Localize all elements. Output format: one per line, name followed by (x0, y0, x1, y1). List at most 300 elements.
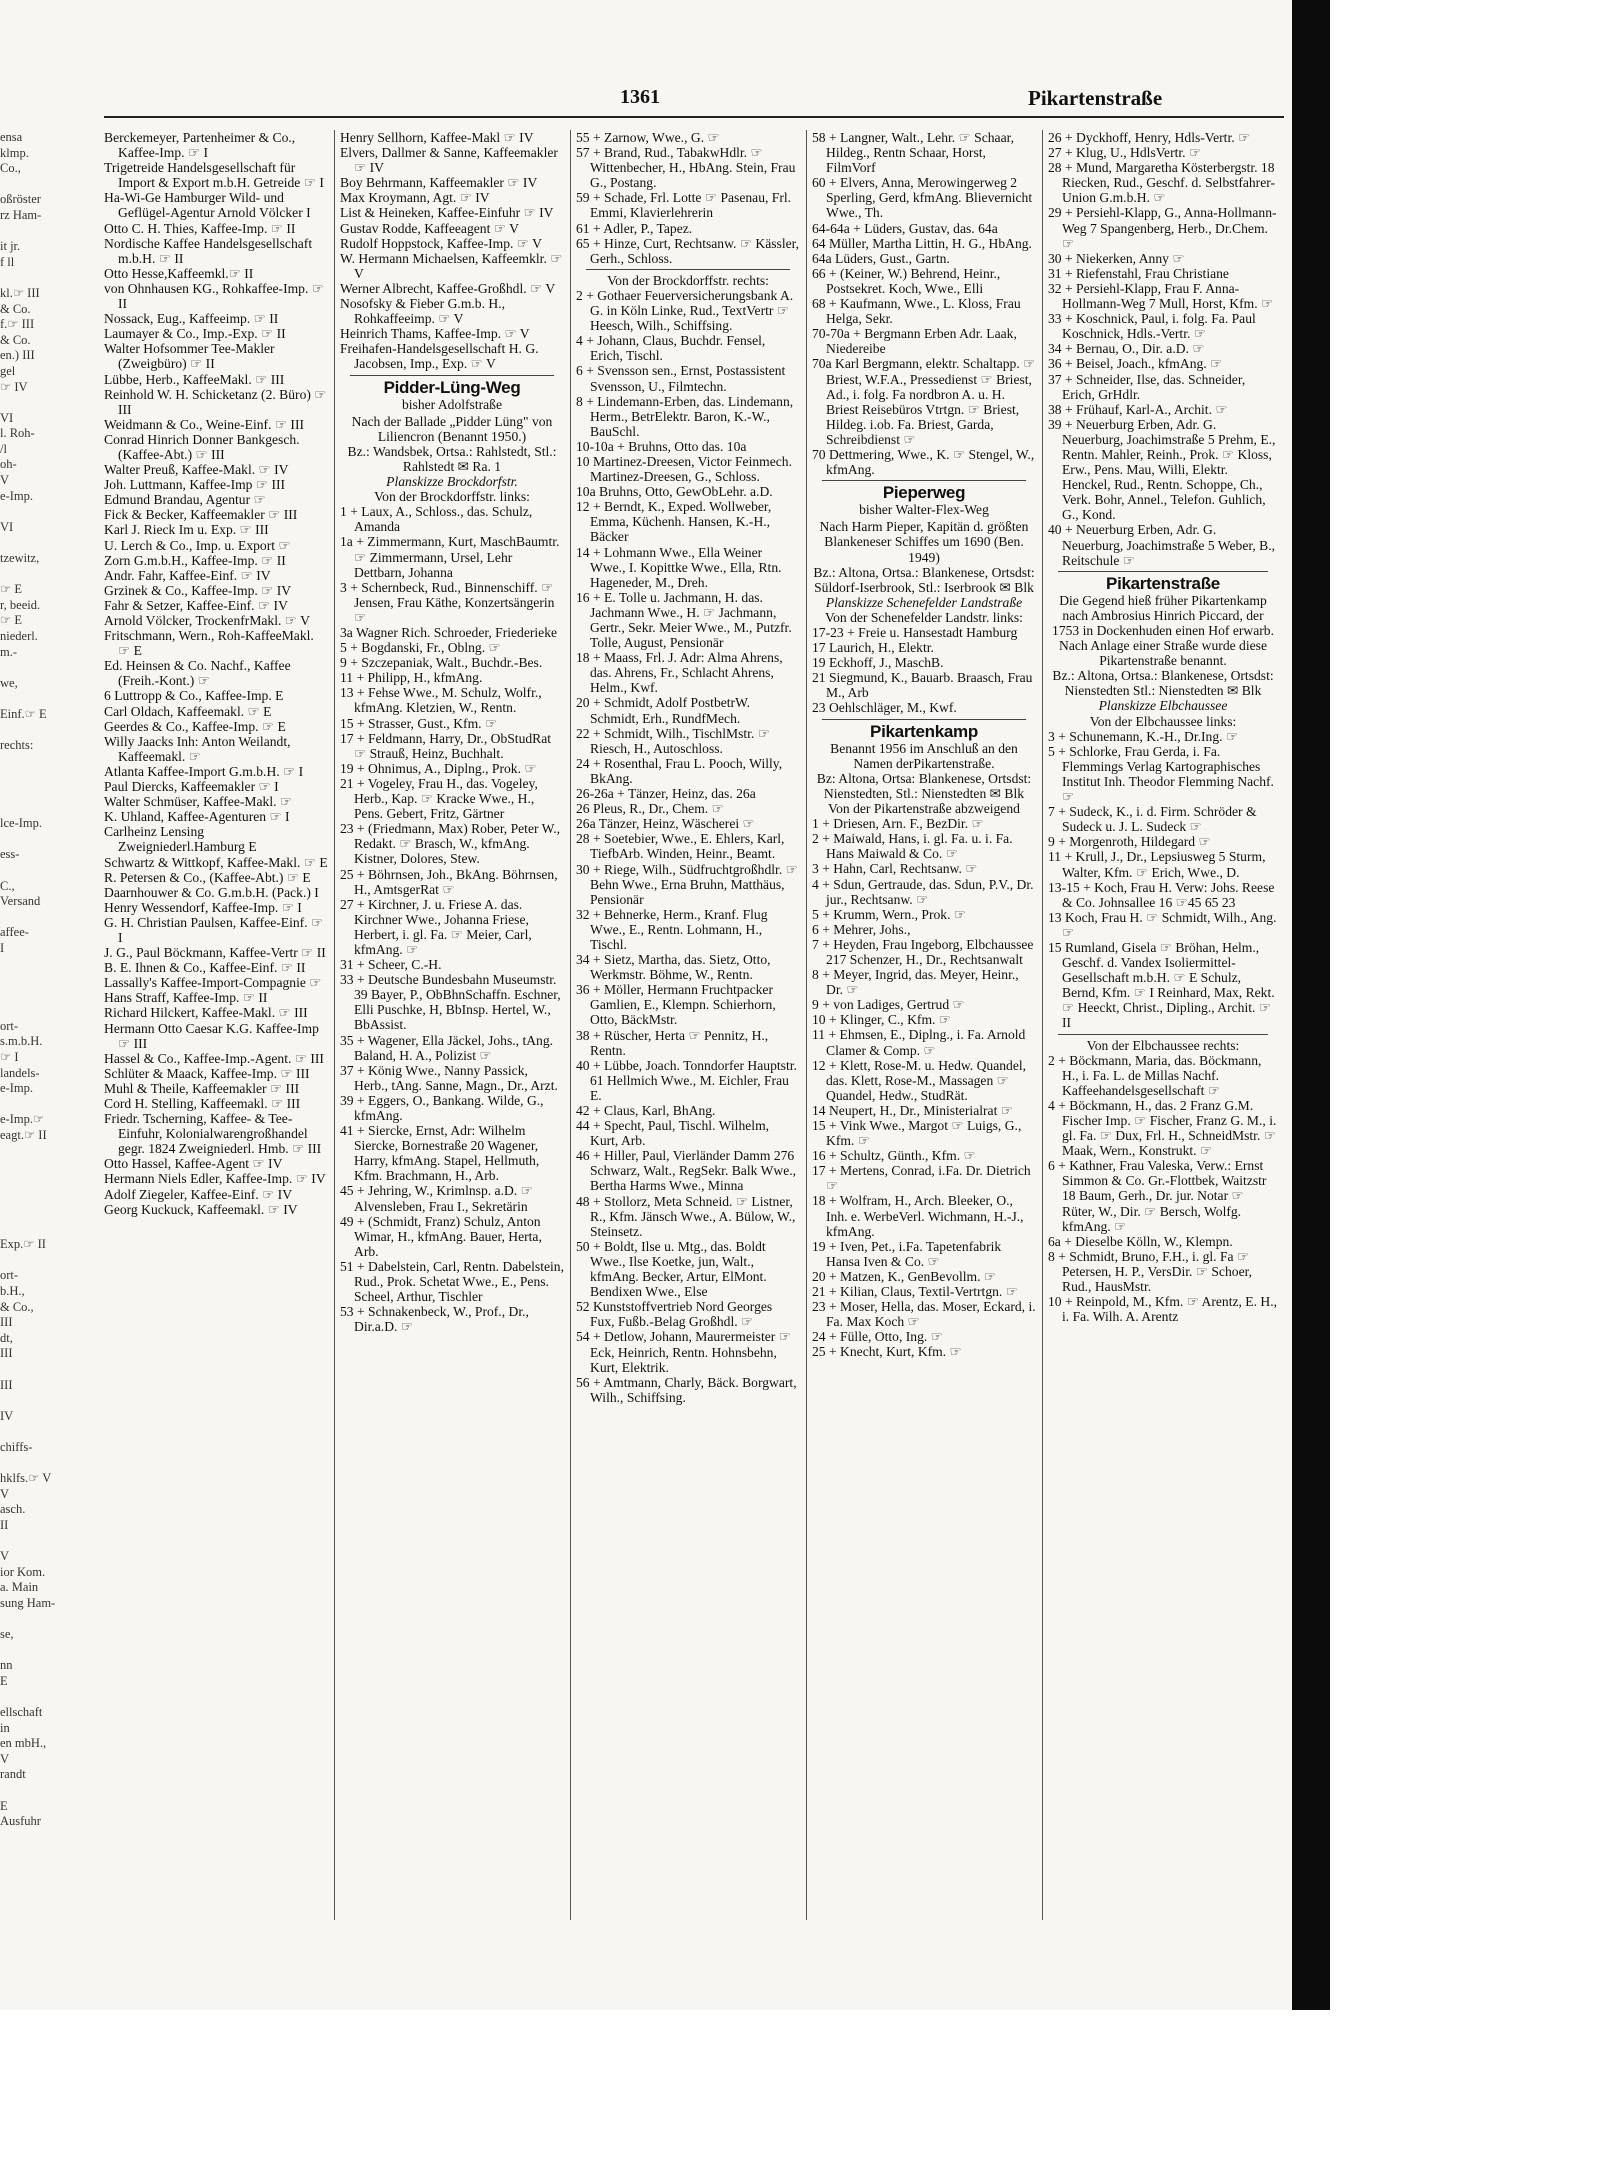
directory-entry: 29 + Persiehl-Klapp, G., Anna-Hollmann-Weg 7 Spangenberg, Herb., Dr.Chem. ☞ (1048, 205, 1277, 251)
directory-entry: 49 + (Schmidt, Franz) Schulz, Anton Wimar, H., kfmAng. Bauer, Herta, Arb. (340, 1213, 542, 1259)
street-heading: Pidder-Lüng-Weg (383, 377, 521, 397)
directory-entry: 3 + Schernbeck, Rud., Binnenschiff. ☞ Jensen, Frau Käthe, Konzertsängerin ☞ (340, 579, 555, 625)
directory-entry: 33 + Koschnick, Paul, i. folg. Fa. Paul Koschnick, Hdls.-Vertr. ☞ (1048, 311, 1256, 342)
directory-entry: 60 + Elvers, Anna, Merowingerweg 2 Sperling, Gerd, kfmAng. Blievernicht Wwe., Th. (812, 175, 1033, 221)
bleed-line (0, 660, 60, 676)
directory-entry: Otto C. H. Thies, Kaffee-Imp. ☞ II (104, 220, 296, 236)
street-note: Bz.: Altona, Ortsa.: Blankenese, Ortsdst: Süldorf-Iserbrook, Stl.: Iserbrook ✉ Blk (813, 564, 1035, 595)
column-4 (812, 130, 1036, 1930)
directory-entry: U. Lerch & Co., Imp. u. Export ☞ (104, 537, 291, 553)
directory-entry: 8 + Meyer, Ingrid, das. Meyer, Heinr., Dr. ☞ (812, 967, 1019, 998)
directory-entry: K. Uhland, Kaffee-Agenturen ☞ I (104, 809, 290, 825)
bleed-line (0, 1159, 60, 1175)
directory-entry: 33 + Deutsche Bundesbahn Museumstr. 39 Bayer, P., ObBhnSchaffn. Eschner, Elli Puschke, H, BbInsp. Hertel, W., BbAssist. (340, 972, 561, 1033)
street-note: Von der Brockdorffstr. rechts: (607, 272, 769, 288)
directory-entry: 26 + Dyckhoff, Henry, Hdls-Vertr. ☞ (1048, 130, 1251, 145)
directory-entry: 14 + Lohmann Wwe., Ella Weiner Wwe., I. Kopittke Wwe., Ella, Rtn. Hageneder, M., Dreh. (576, 544, 782, 590)
directory-entry: Max Kroymann, Agt. ☞ IV (340, 190, 490, 206)
directory-entry: 12 + Klett, Rose-M. u. Hedw. Quandel, das. Klett, Rose-M., Massagen ☞ Quandel, Hedw., StudRät. (812, 1057, 1027, 1103)
directory-entry: 2 + Gothaer Feuerversicherungsbank A. G. in Köln Linke, Rud., TextVertr ☞ Heesch, Wilh., Schiffsing. (576, 287, 794, 334)
bleed-line: e-Imp.☞ (0, 1112, 45, 1127)
directory-entry: Fritschmann, Wern., Roh-KaffeeMakl. ☞ E (104, 628, 314, 659)
page-number: 1361 (620, 86, 660, 108)
directory-entry: 38 + Frühauf, Karl-A., Archit. ☞ (1048, 401, 1228, 417)
directory-entry: Grzinek & Co., Kaffee-Imp. ☞ IV (104, 582, 292, 598)
bleed-line: I (0, 940, 5, 955)
bleed-line (0, 504, 60, 520)
directory-entry: 19 Eckhoff, J., MaschB. (812, 655, 944, 671)
section-divider (822, 719, 1026, 720)
directory-entry: 1 + Driesen, Arn. F., BezDir. ☞ (812, 816, 984, 832)
section-divider (350, 375, 554, 376)
bleed-line (0, 1424, 60, 1440)
bleed-line: E (0, 1798, 8, 1813)
bleed-line: V (0, 1486, 10, 1501)
directory-entry: Henry Sellhorn, Kaffee-Makl ☞ IV (340, 130, 534, 145)
bleed-line: gel (0, 363, 16, 378)
bleed-line: randt (0, 1767, 26, 1782)
directory-entry: 52 Kunststoffvertrieb Nord Georges Fux, Fußb.-Belag Großhdl. ☞ (576, 1299, 773, 1330)
bleed-line: ellschaft (0, 1704, 43, 1719)
directory-entry: 1 + Laux, A., Schloss., das. Schulz, Amanda (340, 504, 533, 535)
bleed-line: ☞ I (0, 1050, 19, 1065)
directory-entry: 64-64a + Lüders, Gustav, das. 64a (812, 220, 998, 236)
directory-entry: 1a + Zimmermann, Kurt, MaschBaumtr. ☞ Zimmermann, Ursel, Lehr Dettbarn, Johanna (340, 534, 560, 580)
directory-entry: Gustav Rodde, Kaffeeagent ☞ V (340, 220, 519, 236)
street-note: Von der Schenefelder Landstr. links: (825, 609, 1023, 625)
directory-entry: Hermann Otto Caesar K.G. Kaffee-Imp ☞ III (104, 1020, 319, 1051)
street-heading: Pikartenkamp (870, 721, 978, 741)
directory-entry: 28 + Soetebier, Wwe., E. Ehlers, Karl, TiefbArb. Winden, Heinr., Beamt. (576, 831, 785, 862)
directory-entry: Friedr. Tscherning, Kaffee- & Tee-Einfuhr, Kolonialwarengroßhandel gegr. 1824 Zweigniederl. Hmb. ☞ III (104, 1111, 322, 1157)
directory-entry: 17 + Mertens, Conrad, i.Fa. Dr. Dietrich ☞ (812, 1163, 1031, 1194)
directory-entry: 46 + Hiller, Paul, Vierländer Damm 276 Schwarz, Walt., RegSekr. Balk Wwe., Bertha Harms Wwe., Minna (576, 1148, 797, 1194)
street-heading: Pieperweg (882, 483, 966, 503)
directory-entry: Zorn G.m.b.H., Kaffee-Imp. ☞ II (104, 552, 286, 568)
bleed-line: en.) III (0, 348, 35, 363)
directory-entry: 6 + Kathner, Frau Valeska, Verw.: Ernst Simmon & Co. Gr.-Flottbek, Waitzstr 18 Baum, Gerh., Dr. jur. Notar ☞ Rüter, W., Dir. ☞ Bersch, Wolfg. kfmAng. ☞ (1048, 1158, 1267, 1234)
bleed-line: E (0, 1673, 8, 1688)
directory-entry: Lübbe, Herb., KaffeeMakl. ☞ III (104, 371, 285, 387)
bleed-line: dt, (0, 1330, 13, 1345)
directory-entry: G. H. Christian Paulsen, Kaffee-Einf. ☞ I (104, 914, 324, 945)
directory-entry: 3a Wagner Rich. Schroeder, Friederieke (340, 625, 558, 640)
directory-entry: 27 + Kirchner, J. u. Friese A. das. Kirchner Wwe., Johanna Friese, Herbert, i. gl. Fa. ☞ Meier, Carl, kfmAng. ☞ (340, 896, 532, 957)
bleed-line: III (0, 1377, 13, 1392)
column-divider (1042, 130, 1043, 1920)
directory-entry: 31 + Riefenstahl, Frau Christiane (1048, 265, 1229, 281)
directory-entry: 64 Müller, Martha Littin, H. G., HbAng. (812, 235, 1032, 251)
directory-entry: 31 + Scheer, C.-H. (340, 957, 442, 973)
bleed-line (0, 177, 60, 193)
bleed-line: II (0, 1517, 9, 1532)
directory-entry: 70-70a + Bergmann Erben Adr. Laak, Niedereibe (812, 326, 1017, 357)
directory-entry: 11 + Ehmsen, E., Diplng., i. Fa. Arnold Clamer & Comp. ☞ (812, 1027, 1026, 1058)
directory-entry: 7 + Heyden, Frau Ingeborg, Elbchaussee 217 Schenzer, H., Dr., Rechtsanwalt (812, 936, 1034, 967)
bleed-line: niederl. (0, 629, 38, 643)
bleed-line: a. Main (0, 1580, 39, 1595)
bleed-line: ensa (0, 130, 23, 144)
directory-entry: 6a + Dieselbe Kölln, W., Klempn. (1048, 1233, 1233, 1249)
bleed-line (0, 1222, 60, 1238)
directory-entry: 66 + (Keiner, W.) Behrend, Heinr., Postsekret. Koch, Wwe., Elli (812, 265, 1001, 296)
previous-page-edge-text (0, 130, 60, 1910)
bleed-line (0, 1206, 60, 1222)
bleed-line: & Co. (0, 332, 31, 347)
directory-entry: 6 + Svensson sen., Ernst, Postassistent Svensson, U., Filmtechn. (576, 363, 786, 394)
bleed-line: V (0, 473, 10, 488)
directory-entry: 70a Karl Bergmann, elektr. Schaltapp. ☞ Briest, W.F.A., Pressedienst ☞ Briest, Ad., i. folg. Fa nordbron A. u. H. Briest Reisebüros Vtrtgn. ☞ Briest, Hildeg. i.ob. Fa. Briest, Garda, Schreibdienst ☞ (812, 356, 1036, 447)
bleed-line: r, beeid. (0, 597, 41, 612)
directory-entry: Walter Hofsommer Tee-Makler (Zweigbüro) ☞ II (104, 341, 275, 372)
directory-entry: Schwartz & Wittkopf, Kaffee-Makl. ☞ E (104, 854, 328, 870)
directory-entry: Reinhold W. H. Schicketanz (2. Büro) ☞ III (104, 386, 327, 417)
directory-entry: 39 + Neuerburg Erben, Adr. G. Neuerburg, Joachimstraße 5 Prehm, E., Rentn. Mahler, Reinh., Prok. ☞ Kloss, Erw., Pens. Mau, Willi, Elektr. Henckel, Rud., Rentn. Schoppe, Ch., Verk. Bohr, Annel., Telefon. Guhlich, G., Kond. (1048, 416, 1276, 523)
directory-entry: Cord H. Stelling, Kaffeemakl. ☞ III (104, 1096, 301, 1111)
directory-entry: 4 + Böckmann, H., das. 2 Franz G.M. Fischer Imp. ☞ Fischer, Franz G. M., i. gl. Fa. ☞ Dux, Frl. H., SchneidMstr. ☞ Maak, Wern., Konstrukt. ☞ (1048, 1097, 1277, 1159)
directory-columns (104, 130, 1284, 1930)
bleed-line: ort- (0, 1018, 19, 1033)
bleed-line (0, 691, 60, 707)
directory-entry: von Ohnhausen KG., Rohkaffee-Imp. ☞ II (104, 280, 324, 312)
bleed-line (0, 972, 60, 988)
bleed-line (0, 567, 60, 583)
bleed-line: en mbH., (0, 1736, 47, 1751)
bleed-line (0, 535, 60, 551)
bleed-line: s.m.b.H. (0, 1034, 43, 1049)
street-note: Bz.: Altona, Ortsa.: Blankenese, Ortsdst: Nienstedten Stl.: Nienstedten ✉ Blk (1052, 668, 1274, 699)
directory-entry: 42 + Claus, Karl, BhAng. (576, 1103, 716, 1118)
directory-entry: 5 + Krumm, Wern., Prok. ☞ (812, 906, 967, 922)
bleed-line: Einf.☞ E (0, 706, 47, 721)
directory-entry: 30 + Niekerken, Anny ☞ (1048, 250, 1185, 266)
directory-entry: Otto Hesse,Kaffeemkl.☞ II (104, 265, 254, 281)
bleed-line (0, 1190, 60, 1206)
directory-entry: 50 + Boldt, Ilse u. Mtg., das. Boldt Wwe., Ilse Koetke, jun, Walt., kfmAng. Becker, Artur, ElMont. Bendixen Wwe., Else (576, 1238, 767, 1300)
directory-entry: 64a Lüders, Gust., Gartn. (812, 250, 950, 266)
directory-entry: 35 + Wagener, Ella Jäckel, Johs., tAng. Baland, H. A., Polizist ☞ (340, 1032, 554, 1063)
bleed-line: & Co. (0, 301, 31, 316)
bleed-line (0, 1455, 60, 1471)
street-note: Von der Elbchaussee rechts: (1086, 1037, 1240, 1053)
directory-entry: 56 + Amtmann, Charly, Bäck. Borgwart, Wilh., Schiffsing. (576, 1374, 797, 1405)
bleed-line: oh- (0, 457, 17, 472)
directory-entry: 10 + Reinpold, M., Kfm. ☞ Arentz, E. H., i. Fa. Wilh. A. Arentz (1048, 1294, 1278, 1325)
bleed-line (0, 785, 60, 801)
directory-entry: 28 + Mund, Margaretha Kösterbergstr. 18 Riecken, Rud., Geschf. d. Selbstfahrer-Union G.m.b.H. ☞ (1048, 160, 1276, 206)
directory-entry: Schlüter & Maack, Kaffee-Imp. ☞ III (104, 1065, 310, 1081)
directory-entry: Nossack, Eug., Kaffeeimp. ☞ II (104, 311, 279, 327)
directory-entry: Henry Wessendorf, Kaffee-Imp. ☞ I (104, 899, 302, 915)
directory-entry: 45 + Jehring, W., Krimlnsp. a.D. ☞ Alvensleben, Frau I., Sekretärin (340, 1183, 533, 1214)
directory-entry: 65 + Hinze, Curt, Rechtsanw. ☞ Kässler, Gerh., Schloss. (576, 235, 800, 266)
bleed-line: C., (0, 878, 15, 893)
bleed-line (0, 1362, 60, 1378)
bleed-line (0, 910, 60, 926)
directory-entry: Richard Hilckert, Kaffee-Makl. ☞ III (104, 1005, 308, 1021)
bleed-line: affee- (0, 925, 29, 940)
bleed-line: b.H., (0, 1283, 25, 1298)
column-5 (1048, 130, 1278, 1930)
section-divider (1058, 571, 1268, 572)
directory-entry: 19 + Ohnimus, A., Diplng., Prok. ☞ (340, 760, 537, 776)
directory-entry: 13 Koch, Frau H. ☞ Schmidt, Wilh., Ang. ☞ (1048, 909, 1277, 940)
bleed-line: ior Kom. (0, 1564, 46, 1579)
bleed-line: rechts: (0, 738, 34, 753)
bleed-line: ☞ E (0, 613, 22, 628)
directory-entry: 32 + Persiehl-Klapp, Frau F. Anna-Hollmann-Weg 7 Mull, Horst, Kfm. ☞ (1048, 280, 1274, 312)
directory-entry: 10-10a + Bruhns, Otto das. 10a (576, 438, 747, 454)
directory-entry: 3 + Schunemann, K.-H., Dr.Ing. ☞ (1048, 728, 1239, 744)
column-3 (576, 130, 800, 1930)
directory-entry: 20 + Matzen, K., GenBevollm. ☞ (812, 1268, 997, 1284)
bleed-line (0, 270, 60, 286)
directory-entry: 26a Tänzer, Heinz, Wäscherei ☞ (576, 816, 755, 832)
bleed-line (0, 723, 60, 739)
street-note: Von der Pikartenstraße abzweigend (828, 801, 1020, 817)
bleed-line (0, 1611, 60, 1627)
map-reference: Planskizze Brockdorfstr. (386, 474, 518, 490)
bleed-line: e-Imp. (0, 488, 33, 503)
directory-entry: J. G., Paul Böckmann, Kaffee-Vertr ☞ II (104, 945, 326, 961)
section-divider (586, 269, 790, 270)
column-divider (806, 130, 807, 1920)
section-divider (822, 480, 1026, 481)
bleed-line (0, 1097, 60, 1113)
directory-entry: Nosofsky & Fieber G.m.b. H., Rohkaffeeimp. ☞ V (340, 296, 506, 327)
bleed-line (0, 769, 60, 785)
directory-entry: 15 + Strasser, Gust., Kfm. ☞ (340, 715, 498, 731)
bleed-line: VI (0, 519, 14, 534)
directory-entry: 37 + Schneider, Ilse, das. Schneider, Erich, GrHdlr. (1048, 371, 1246, 402)
directory-entry: 26 Pleus, R., Dr., Chem. ☞ (576, 801, 724, 817)
bleed-line: /l (0, 441, 7, 456)
directory-entry: 51 + Dabelstein, Carl, Rentn. Dabelstein, Rud., Prok. Schetat Wwe., E., Pens. Scheel, Arthur, Tischler (340, 1258, 564, 1305)
bleed-line: landels- (0, 1065, 40, 1080)
directory-entry: Joh. Luttmann, Kaffee-Imp ☞ III (104, 477, 286, 493)
directory-entry: 21 + Kilian, Claus, Textil-Vertrtgn. ☞ (812, 1284, 1018, 1300)
directory-entry: Ed. Heinsen & Co. Nachf., Kaffee (Freih.-Kont.) ☞ (104, 658, 291, 689)
bleed-line (0, 956, 60, 972)
directory-entry: Rudolf Hoppstock, Kaffee-Imp. ☞ V (340, 235, 542, 251)
directory-entry: 32 + Behnerke, Herm., Kranf. Flug Wwe., E., Rentn. Lohmann, H., Tischl. (576, 906, 768, 952)
directory-entry: 15 + Vink Wwe., Margot ☞ Luigs, G., Kfm. ☞ (812, 1118, 1022, 1149)
directory-entry: Arnold Völcker, TrockenfrMakl. ☞ V (104, 613, 310, 628)
bleed-line (0, 1643, 60, 1659)
directory-entry: 7 + Sudeck, K., i. d. Firm. Schröder & Sudeck u. J. L. Sudeck ☞ (1048, 804, 1257, 835)
bleed-line: we, (0, 675, 18, 690)
street-heading: Pikartenstraße (1106, 573, 1220, 593)
directory-entry: 26-26a + Tänzer, Heinz, das. 26a (576, 786, 756, 802)
scan-shadow-edge (1292, 0, 1330, 2010)
column-divider (570, 130, 571, 1920)
bleed-line (0, 754, 60, 770)
directory-entry: Willy Jaacks Inh: Anton Weilandt, Kaffeemakl. ☞ (104, 733, 291, 764)
bleed-line: in (0, 1720, 10, 1735)
bleed-line: klmp. (0, 145, 29, 160)
directory-entry: 23 Oehlschläger, M., Kwf. (812, 700, 957, 716)
directory-entry: Georg Kuckuck, Kaffeemakl. ☞ IV (104, 1201, 298, 1217)
directory-entry: Freihafen-Handelsgesellschaft H. G. Jacobsen, Imp., Exp. ☞ V (340, 341, 539, 372)
directory-entry: Atlanta Kaffee-Import G.m.b.H. ☞ I (104, 763, 304, 779)
street-former-name: bisher Walter-Flex-Weg (859, 502, 989, 518)
directory-entry: Conrad Hinrich Donner Bankgesch. (Kaffee-Abt.) ☞ III (104, 431, 300, 462)
directory-entry: 5 + Bogdanski, Fr., Oblng. ☞ (340, 640, 501, 656)
directory-entry: 10a Bruhns, Otto, GewObLehr. a.D. (576, 484, 773, 500)
directory-entry: 68 + Kaufmann, Wwe., L. Kloss, Frau Helga, Sekr. (812, 296, 1021, 327)
directory-entry: 17-23 + Freie u. Hansestadt Hamburg (812, 625, 1018, 640)
directory-entry: Muhl & Theile, Kaffeemakler ☞ III (104, 1080, 300, 1096)
directory-entry: 21 + Vogeley, Frau H., das. Vogeley, Herb., Kap. ☞ Kracke Wwe., H., Pens. Gebert, Fritz, Gärtner (340, 775, 538, 822)
bleed-line: nn (0, 1658, 13, 1673)
bleed-line: asch. (0, 1502, 26, 1517)
directory-entry: 11 + Krull, J., Dr., Lepsiusweg 5 Sturm, Walter, Kfm. ☞ Erich, Wwe., D. (1048, 849, 1266, 880)
directory-entry: Ha-Wi-Ge Hamburger Wild- und Geflügel-Agentur Arnold Völcker I (104, 190, 311, 221)
directory-entry: Paul Diercks, Kaffeemakler ☞ I (104, 779, 279, 795)
bleed-line: ort- (0, 1268, 19, 1283)
bleed-line: Exp.☞ II (0, 1237, 46, 1252)
directory-entry: Hans Straff, Kaffee-Imp. ☞ II (104, 990, 268, 1006)
directory-entry: 11 + Philipp, H., kfmAng. (340, 670, 483, 686)
bleed-line: sung Ham- (0, 1595, 56, 1610)
directory-entry: Carlheinz Lensing Zweigniederl.Hamburg E (104, 824, 257, 855)
directory-entry: 4 + Sdun, Gertraude, das. Sdun, P.V., Dr. jur., Rechtsanw. ☞ (812, 876, 1034, 907)
directory-entry: 25 + Knecht, Kurt, Kfm. ☞ (812, 1344, 962, 1360)
directory-entry: 24 + Rosenthal, Frau L. Pooch, Willy, BkAng. (576, 755, 783, 786)
directory-entry: Otto Hassel, Kaffee-Agent ☞ IV (104, 1156, 283, 1172)
directory-entry: Weidmann & Co., Weine-Einf. ☞ III (104, 416, 305, 432)
directory-entry: 6 Luttropp & Co., Kaffee-Imp. E (104, 688, 284, 704)
bleed-line: it jr. (0, 239, 21, 254)
bleed-line: hklfs.☞ V (0, 1471, 52, 1486)
directory-entry: 53 + Schnakenbeck, W., Prof., Dr., Dir.a.D. ☞ (340, 1304, 529, 1335)
bleed-line: III (0, 1315, 13, 1330)
directory-entry: 20 + Schmidt, Adolf PostbetrW. Schmidt, Erh., RundfMech. (576, 695, 751, 726)
directory-entry: Hermann Niels Edler, Kaffee-Imp. ☞ IV (104, 1171, 326, 1187)
street-note: Von der Brockdorffstr. links: (374, 489, 530, 505)
directory-entry: 30 + Riege, Wilh., Südfruchtgroßhdlr. ☞ Behn Wwe., Erna Bruhn, Matthäus, Pensionär (576, 861, 798, 907)
directory-entry: Hassel & Co., Kaffee-Imp.-Agent. ☞ III (104, 1050, 324, 1066)
directory-entry: 34 + Sietz, Martha, das. Sietz, Otto, Werkmstr. Böhme, W., Rentn. (576, 952, 771, 983)
directory-entry: 23 + (Friedmann, Max) Rober, Peter W., Redakt. ☞ Brasch, W., kfmAng. Kistner, Dolores, Stew. (340, 821, 561, 867)
bleed-line: se, (0, 1627, 14, 1641)
directory-entry: 40 + Neuerburg Erben, Adr. G. Neuerburg, Joachimstraße 5 Weber, B., Reitschule ☞ (1048, 522, 1276, 568)
directory-entry: 14 Neupert, H., Dr., Ministerialrat ☞ (812, 1102, 1013, 1118)
directory-entry: 36 + Möller, Hermann Fruchtpacker Gamlien, E., Klempn. Schierhorn, Otto, BäckMstr. (576, 982, 776, 1028)
directory-entry: 58 + Langner, Walt., Lehr. ☞ Schaar, Hildeg., Rentn Schaar, Horst, FilmVorf (812, 130, 1015, 176)
directory-entry: 5 + Schlorke, Frau Gerda, i. Fa. Flemmings Verlag Kartographisches Institut Inh. Theodor Flemming Nachf. ☞ (1048, 743, 1274, 805)
directory-entry: 41 + Siercke, Ernst, Adr: Wilhelm Siercke, Bornestraße 20 Wagener, Harry, kfmAng. Stapel, Hellmuth, Kfm. Brachmann, H., Arb. (340, 1123, 540, 1184)
bleed-line: oßröster (0, 192, 41, 207)
bleed-line (0, 863, 60, 879)
directory-entry: 8 + Lindemann-Erben, das. Lindemann, Herm., BetrElektr. Baron, K.-W., BauSchl. (576, 393, 794, 439)
bleed-line: V (0, 1549, 10, 1564)
directory-entry: Berckemeyer, Partenheimer & Co., Kaffee-Imp. ☞ I (104, 130, 296, 161)
running-head: Pikartenstraße (1028, 86, 1163, 110)
bleed-line: chiffs- (0, 1439, 33, 1454)
street-note: Die Gegend hieß früher Pikartenkamp nach Ambrosius Hinrich Piccard, der 1753 in Dockenhuden einen Hof erwarb. Nach Anlage einer Straße wurde diese Pikartenstraße benannt. (1052, 592, 1274, 669)
section-divider (1058, 1034, 1268, 1035)
bleed-line: eagt.☞ II (0, 1128, 47, 1142)
directory-entry: 48 + Stollorz, Meta Schneid. ☞ Listner, R., Kfm. Jänsch Wwe., A. Bülow, W., Steinsetz. (576, 1193, 796, 1239)
directory-entry: 17 + Feldmann, Harry, Dr., ObStudRat ☞ Strauß, Heinz, Buchhalt. (340, 730, 552, 761)
bleed-line: f ll (0, 254, 15, 269)
column-2 (340, 130, 564, 1930)
directory-entry: 54 + Detlow, Johann, Maurermeister ☞ Eck, Heinrich, Rentn. Hohnsbehn, Kurt, Elektrik. (576, 1329, 791, 1375)
directory-entry: 2 + Böckmann, Maria, das. Böckmann, H., i. Fa. L. de Millas Nachf. Kaffeehandelsgesellschaft ☞ (1048, 1052, 1262, 1098)
bleed-line (0, 1175, 60, 1191)
directory-entry: 19 + Iven, Pet., i.Fa. Tapetenfabrik Hansa Iven & Co. ☞ (812, 1238, 1002, 1269)
directory-entry: 16 + E. Tolle u. Jachmann, H. das. Jachmann Wwe., H. ☞ Jachmann, Gertr., Sekr. Meier Wwe., M., Putzfr. Tolle, August, Pensionär (576, 589, 792, 651)
directory-entry: 10 Martinez-Dreesen, Victor Feinmech. Martinez-Dreesen, G., Schloss. (576, 453, 792, 485)
directory-entry: W. Hermann Michaelsen, Kaffeemklr. ☞ V (340, 250, 563, 281)
directory-entry: 13 + Fehse Wwe., M. Schulz, Wolfr., kfmAng. Kletzien, W., Rentn. (340, 685, 542, 716)
directory-entry: 38 + Rüscher, Herta ☞ Pennitz, H., Rentn. (576, 1027, 769, 1058)
directory-entry: 44 + Specht, Paul, Tischl. Wilhelm, Kurt, Arb. (576, 1118, 770, 1149)
directory-entry: 40 + Lübbe, Joach. Tonndorfer Hauptstr. 61 Hellmich Wwe., M. Eichler, Frau E. (576, 1057, 797, 1103)
street-note: Benannt 1956 im Anschluß an den Namen derPikartenstraße. (830, 740, 1018, 771)
directory-entry: Geerdes & Co., Kaffee-Imp. ☞ E (104, 718, 286, 734)
bleed-line: Versand (0, 894, 41, 909)
street-note: Von der Elbchaussee links: (1089, 713, 1237, 729)
bleed-line: l. Roh- (0, 426, 35, 441)
directory-entry: Elvers, Dallmer & Sanne, Kaffeemakler ☞ IV (340, 145, 558, 176)
bleed-line (0, 1783, 60, 1799)
bleed-line: VI (0, 410, 14, 425)
bleed-line: m.- (0, 644, 18, 659)
street-former-name: bisher Adolfstraße (401, 396, 503, 412)
bleed-line (0, 832, 60, 848)
directory-entry: 25 + Böhrnsen, Joh., BkAng. Böhrnsen, H., AmtsgerRat ☞ (340, 866, 558, 897)
directory-entry: 21 Siegmund, K., Bauarb. Braasch, Frau M., Arb (812, 670, 1033, 701)
directory-entry: Walter Schmüser, Kaffee-Makl. ☞ (104, 794, 293, 810)
directory-entry: 59 + Schade, Frl. Lotte ☞ Pasenau, Frl. Emmi, Klavierlehrerin (576, 190, 792, 221)
directory-entry: 6 + Mehrer, Johs., (812, 921, 911, 937)
bleed-line: Co., (0, 161, 21, 176)
directory-entry: B. E. Ihnen & Co., Kaffee-Einf. ☞ II (104, 960, 306, 976)
bleed-line: e-Imp. (0, 1081, 33, 1096)
directory-entry: 16 + Schultz, Günth., Kfm. ☞ (812, 1148, 976, 1164)
directory-entry: Nordische Kaffee Handelsgesellschaft m.b.H. ☞ II (104, 235, 313, 266)
directory-entry: 4 + Johann, Claus, Buchdr. Fensel, Erich, Tischl. (576, 333, 766, 364)
directory-entry: Laumayer & Co., Imp.-Exp. ☞ II (104, 326, 286, 342)
bleed-line: & Co., (0, 1299, 34, 1314)
directory-entry: 37 + König Wwe., Nanny Passick, Herb., tAng. Sanne, Magn., Dr., Arzt. (340, 1062, 558, 1093)
directory-entry: 24 + Fülle, Otto, Ing. ☞ (812, 1329, 943, 1345)
directory-entry: Walter Preuß, Kaffee-Makl. ☞ IV (104, 462, 289, 478)
bleed-line (0, 1144, 60, 1160)
directory-entry: Werner Albrecht, Kaffee-Großhdl. ☞ V (340, 280, 556, 296)
bleed-line: f.☞ III (0, 317, 35, 332)
bleed-line: lce-Imp. (0, 816, 42, 831)
directory-entry: 23 + Moser, Hella, das. Moser, Eckard, i. Fa. Max Koch ☞ (812, 1299, 1036, 1330)
directory-entry: Adolf Ziegeler, Kaffee-Einf. ☞ IV (104, 1186, 293, 1202)
directory-entry: Trigetreide Handelsgesellschaft für Import & Export m.b.H. Getreide ☞ I (104, 160, 324, 191)
directory-entry: Carl Oldach, Kaffeemakl. ☞ E (104, 703, 272, 719)
directory-entry: 8 + Schmidt, Bruno, F.H., i. gl. Fa ☞ Petersen, H. P., VersDir. ☞ Schoer, Rud., HausMstr. (1048, 1248, 1252, 1295)
street-note: Nach der Ballade „Pidder Lüng" von Liliencron (Benannt 1950.) (351, 413, 553, 444)
bleed-line (0, 1393, 60, 1409)
bleed-line: ess- (0, 847, 20, 862)
bleed-line: Ausfuhr (0, 1814, 41, 1829)
bleed-line: IV (0, 1408, 14, 1423)
bleed-line (0, 988, 60, 1004)
directory-entry: 18 + Wolfram, H., Arch. Bleeker, O., Inh. e. WerbeVerl. Wichmann, H.-J., kfmAng. (812, 1193, 1024, 1239)
directory-entry: Edmund Brandau, Agentur ☞ (104, 492, 266, 508)
directory-entry: Andr. Fahr, Kaffee-Einf. ☞ IV (104, 567, 271, 583)
directory-entry: Boy Behrmann, Kaffeemakler ☞ IV (340, 175, 538, 191)
column-divider (334, 130, 335, 1920)
